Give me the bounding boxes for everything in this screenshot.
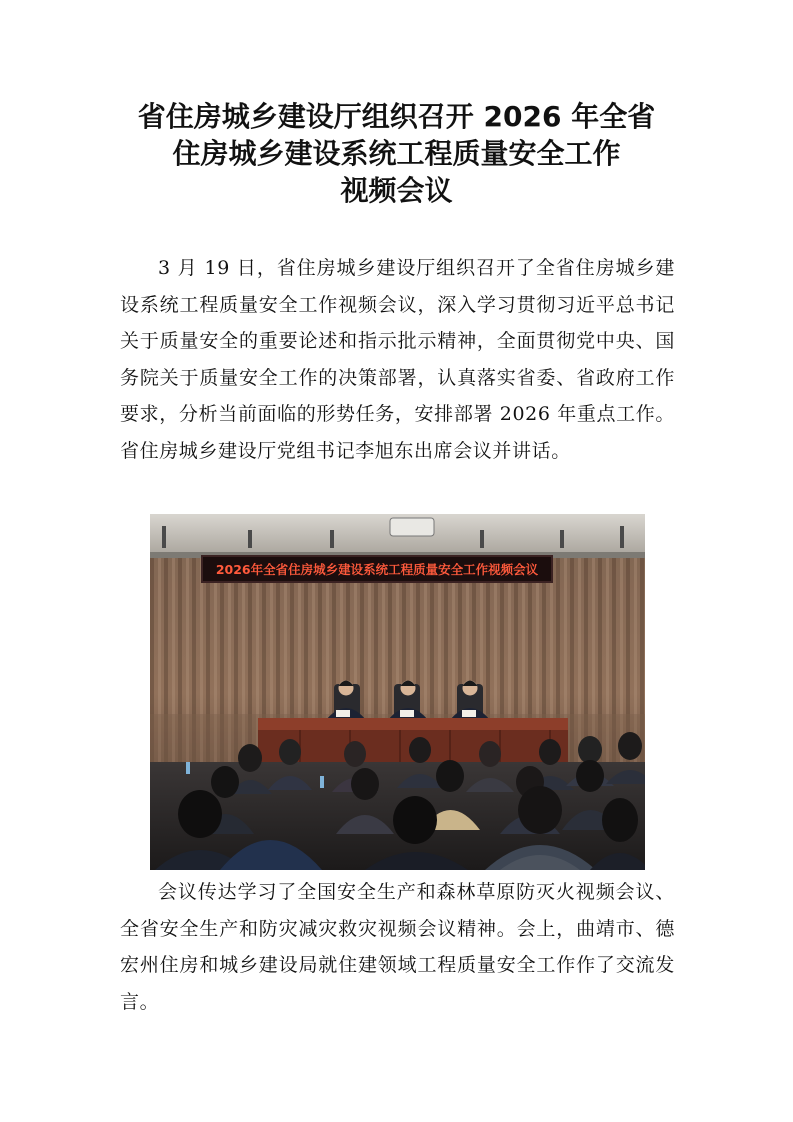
banner-text: 2026年全省住房城乡建设系统工程质量安全工作视频会议 [215, 562, 539, 577]
title-line-1: 省住房城乡建设厅组织召开 2026 年全省 [137, 100, 656, 133]
title-line-2: 住房城乡建设系统工程质量安全工作 [172, 137, 621, 170]
article-title [80, 98, 713, 209]
meeting-photo [150, 514, 645, 870]
title-line-3: 视频会议 [340, 174, 453, 207]
paragraph-1: 3 月 19 日，省住房城乡建设厅组织召开了全省住房城乡建设系统工程质量安全工作视频会议，深入学习贯彻习近平总书记关于质量安全的重要论述和指示批示精神，全面贯彻党中央、国务院关于质量安全工作的决策部署，认真落实省委、省政府工作要求，分析当前面临的形势任务，安排部署 2026 年重点工作。省住房城乡建设厅党组书记李旭东出席会议并讲话。 [120, 257, 675, 462]
paragraph-2: 会议传达学习了全国安全生产和森林草原防灭火视频会议、全省安全生产和防灾减灾救灾视频会议精神。会上，曲靖市、德宏州住房和城乡建设局就住建领域工程质量安全工作作了交流发言。 [120, 881, 675, 1013]
